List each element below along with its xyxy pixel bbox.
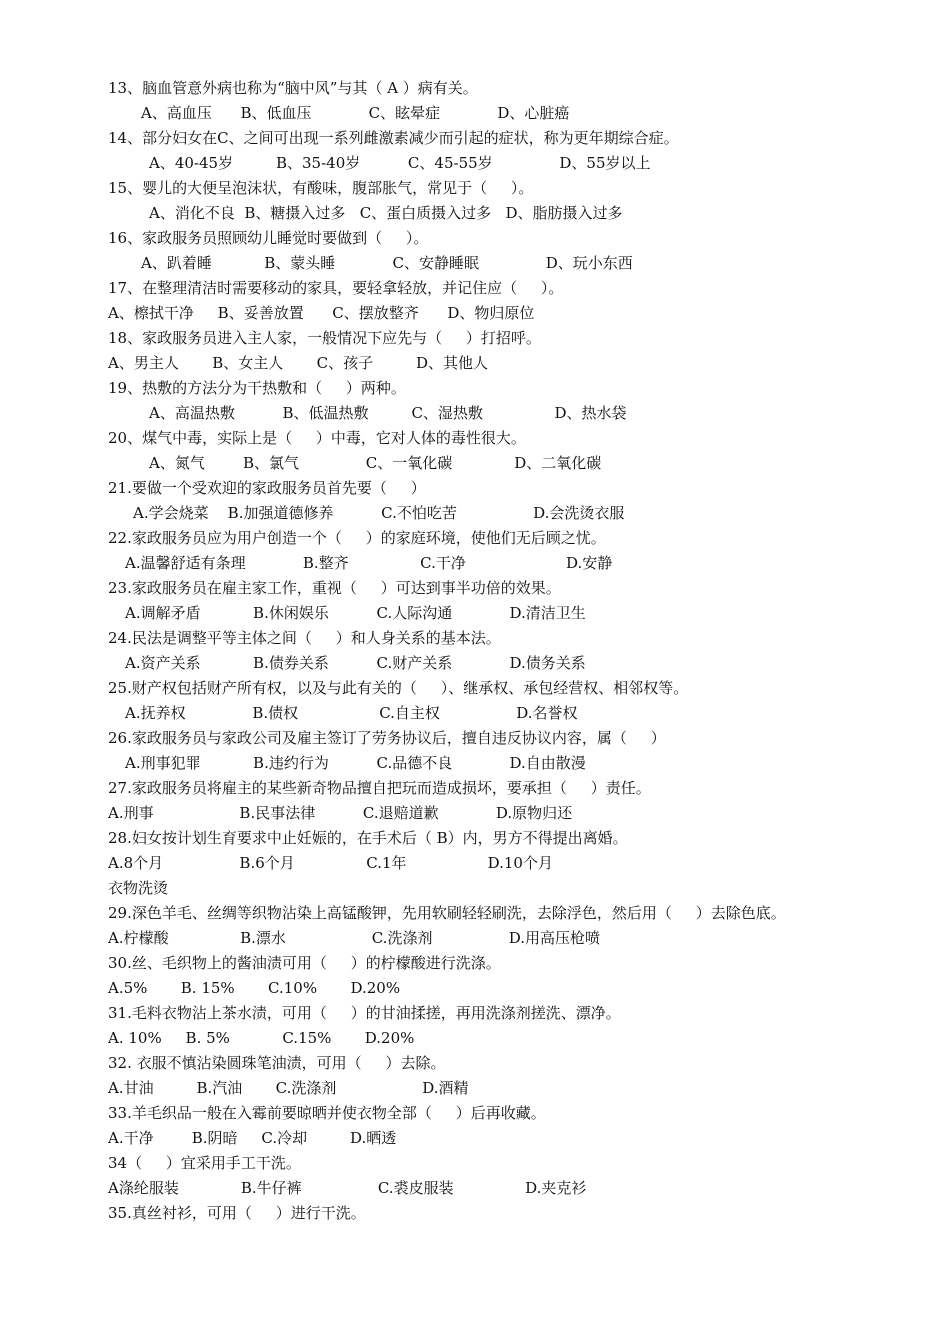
question-15-options: A、消化不良 B、糖摄入过多 C、蛋白质摄入过多 D、脂肪摄入过多 — [149, 204, 623, 222]
question-20: 20、煤气中毒，实际上是（ ）中毒，它对人体的毒性很大。 — [108, 429, 526, 447]
question-33: 33.羊毛织品一般在入霉前要晾晒并使衣物全部（ ）后再收藏。 — [108, 1104, 546, 1122]
question-31: 31.毛料衣物沾上茶水渍，可用（ ）的甘油揉搓，再用洗涤剂搓洗、漂净。 — [108, 1004, 621, 1022]
question-34: 34（ ）宜采用手工干洗。 — [108, 1154, 301, 1172]
question-25-options: A.抚养权 B.债权 C.自主权 D.名誉权 — [125, 704, 578, 722]
question-20-options: A、氮气 B、氯气 C、一氧化碳 D、二氧化碳 — [149, 454, 602, 472]
question-21: 21.要做一个受欢迎的家政服务员首先要（ ） — [108, 479, 426, 497]
question-19: 19、热敷的方法分为干热敷和（ ）两种。 — [108, 379, 406, 397]
question-33-options: A.干净 B.阴暗 C.冷却 D.晒透 — [108, 1129, 397, 1147]
question-32-options: A.甘油 B.汽油 C.洗涤剂 D.酒精 — [108, 1079, 469, 1097]
question-18: 18、家政服务员进入主人家，一般情况下应先与（ ）打招呼。 — [108, 329, 541, 347]
question-13: 13、脑血管意外病也称为“脑中风”与其（ A ）病有关。 — [108, 79, 478, 97]
question-16-options: A、趴着睡 B、蒙头睡 C、安静睡眠 D、玩小东西 — [141, 254, 633, 272]
question-31-options: A. 10% B. 5% C.15% D.20% — [108, 1029, 415, 1047]
question-24-options: A.资产关系 B.债券关系 C.财产关系 D.债务关系 — [125, 654, 586, 672]
question-29-options: A.柠檬酸 B.漂水 C.洗涤剂 D.用高压枪喷 — [108, 929, 600, 947]
question-18-options: A、男主人 B、女主人 C、孩子 D、其他人 — [108, 354, 489, 372]
question-24: 24.民法是调整平等主体之间（ ）和人身关系的基本法。 — [108, 629, 501, 647]
question-28-options: A.8个月 B.6个月 C.1年 D.10个月 — [108, 854, 553, 872]
question-25: 25.财产权包括财产所有权，以及与此有关的（ ）、继承权、承包经营权、相邻权等。 — [108, 679, 689, 697]
question-13-options: A、高血压 B、低血压 C、眩晕症 D、心脏癌 — [141, 104, 570, 122]
question-23-options: A.调解矛盾 B.休闲娱乐 C.人际沟通 D.清洁卫生 — [125, 604, 586, 622]
question-27-options: A.刑事 B.民事法律 C.退赔道歉 D.原物归还 — [108, 804, 573, 822]
question-16: 16、家政服务员照顾幼儿睡觉时要做到（ ）。 — [108, 229, 429, 247]
question-30: 30.丝、毛织物上的酱油渍可用（ ）的柠檬酸进行洗涤。 — [108, 954, 501, 972]
question-17: 17、在整理清洁时需要移动的家具，要轻拿轻放，并记住应（ ）。 — [108, 279, 564, 297]
question-27: 27.家政服务员将雇主的某些新奇物品擅自把玩而造成损坏，要承担（ ）责任。 — [108, 779, 651, 797]
question-19-options: A、高温热敷 B、低温热敷 C、湿热敷 D、热水袋 — [149, 404, 627, 422]
question-32: 32. 衣服不慎沾染圆珠笔油渍，可用（ ）去除。 — [108, 1054, 446, 1072]
question-29: 29.深色羊毛、丝绸等织物沾染上高锰酸钾，先用软刷轻轻刷洗，去除浮色，然后用（ ）去除色底。 — [108, 904, 786, 922]
question-30-options: A.5% B. 15% C.10% D.20% — [108, 979, 401, 997]
question-35: 35.真丝衬衫，可用（ ）进行干洗。 — [108, 1204, 366, 1222]
question-28: 28.妇女按计划生育要求中止妊娠的，在手术后（ B）内，男方不得提出离婚。 — [108, 829, 628, 847]
question-26: 26.家政服务员与家政公司及雇主签订了劳务协议后，擅自违反协议内容，属（ ） — [108, 729, 666, 747]
question-34-options: A涤纶服装 B.牛仔裤 C.裘皮服装 D.夹克衫 — [108, 1179, 587, 1197]
question-23: 23.家政服务员在雇主家工作，重视（ ）可达到事半功倍的效果。 — [108, 579, 561, 597]
question-14: 14、部分妇女在C、之间可出现一系列雌激素减少而引起的症状，称为更年期综合症。 — [108, 129, 679, 147]
question-17-options: A、檫拭干净 B、妥善放置 C、摆放整齐 D、物归原位 — [108, 304, 535, 322]
question-26-options: A.刑事犯罪 B.违约行为 C.品德不良 D.自由散漫 — [125, 754, 586, 772]
question-14-options: A、40-45岁 B、35-40岁 C、45-55岁 D、55岁以上 — [149, 154, 651, 172]
question-22-options: A.温馨舒适有条理 B.整齐 C.干净 D.安静 — [125, 554, 613, 572]
question-22: 22.家政服务员应为用户创造一个（ ）的家庭环境，使他们无后顾之忧。 — [108, 529, 606, 547]
section-heading: 衣物洗烫 — [108, 879, 169, 897]
question-21-options: A.学会烧菜 B.加强道德修养 C.不怕吃苦 D.会洗烫衣服 — [133, 504, 625, 522]
question-15: 15、婴儿的大便呈泡沫状，有酸味，腹部胀气，常见于（ ）。 — [108, 179, 534, 197]
